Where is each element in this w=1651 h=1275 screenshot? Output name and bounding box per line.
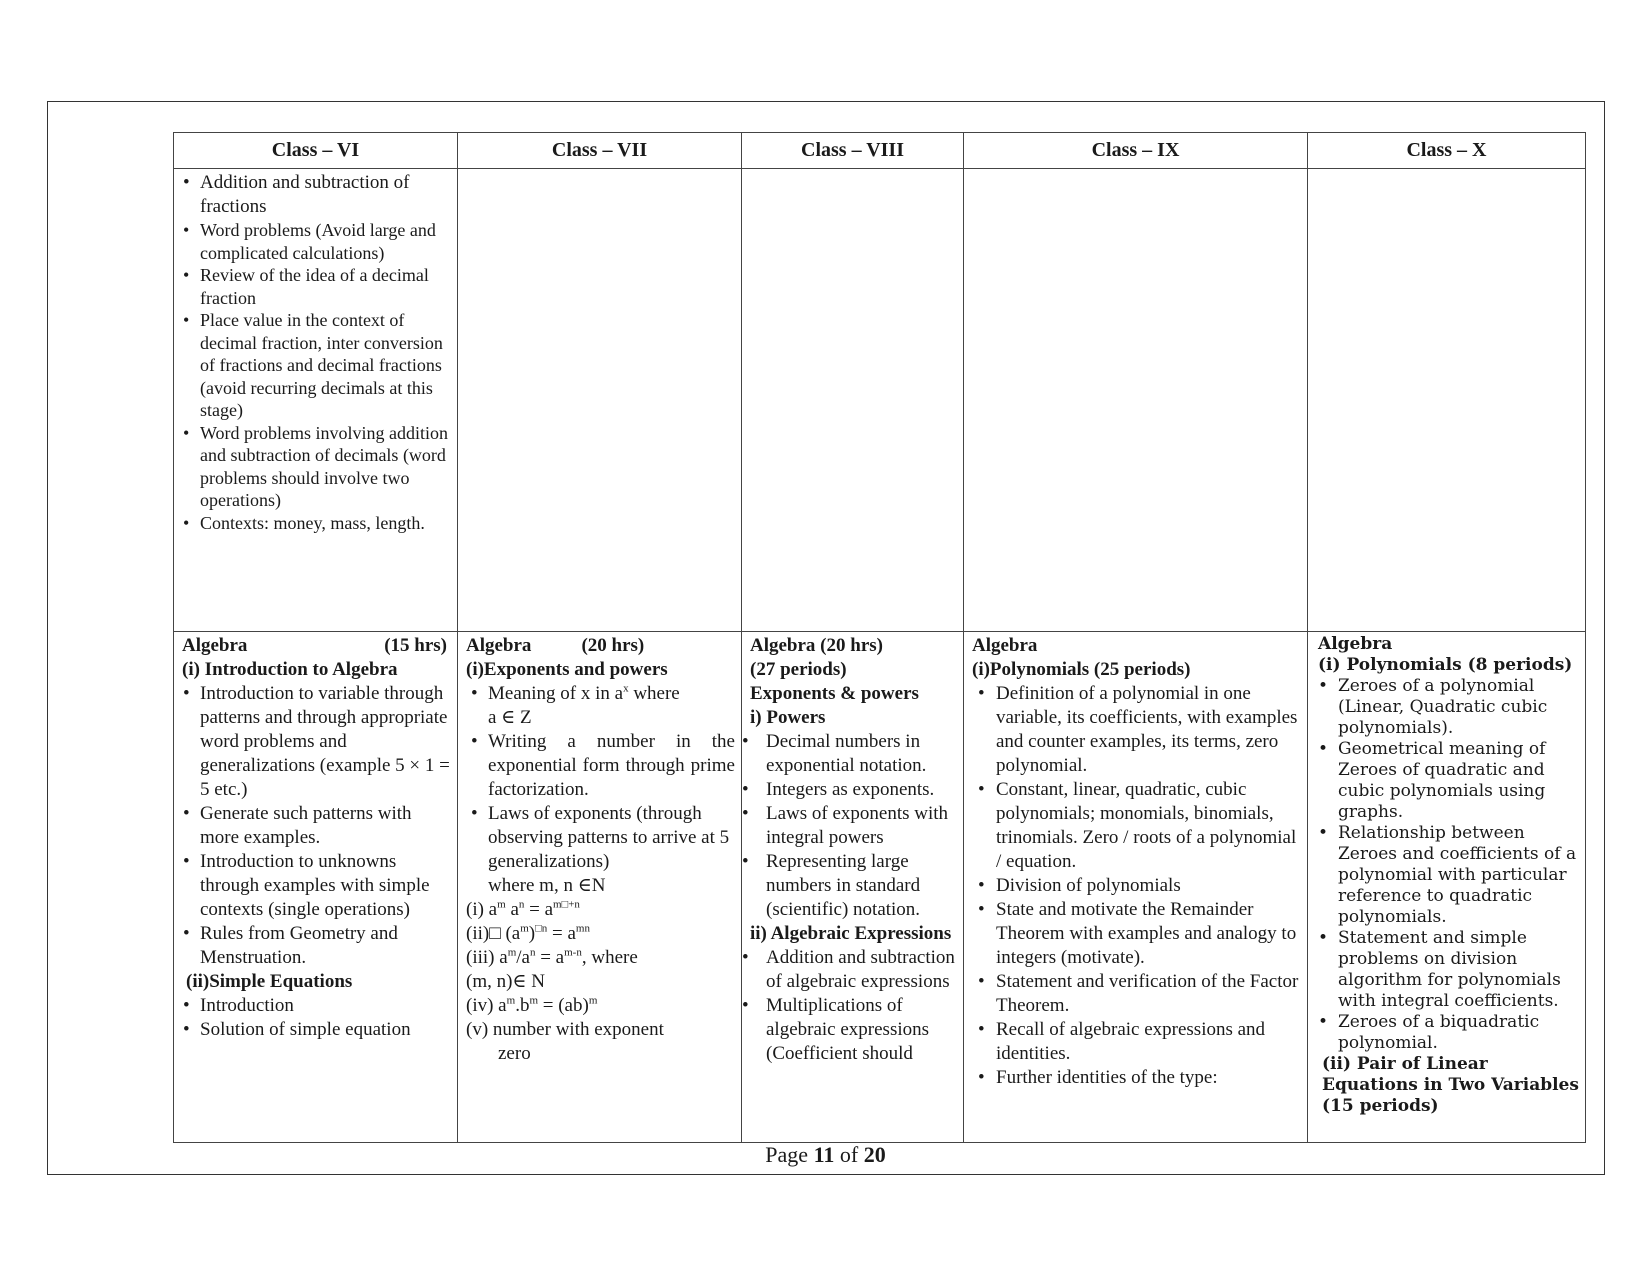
header-row xyxy=(174,133,1586,169)
section-heading: Algebra (20 hrs) xyxy=(750,635,883,656)
section-heading: Algebra xyxy=(972,635,1038,656)
cell-class-vi-fractions xyxy=(174,169,458,632)
subheading: (ii)Simple Equations xyxy=(186,971,353,992)
header-class-ix: Class – IX xyxy=(964,133,1308,169)
subheading: (27 periods) xyxy=(750,659,847,680)
header-class-vii: Class – VII xyxy=(458,133,742,169)
cell-class-viii-empty xyxy=(742,169,964,632)
cell-class-x-algebra xyxy=(1308,632,1586,1143)
subheading: (ii) Pair of Linear Equations in Two Variables (15 periods) xyxy=(1322,1054,1579,1116)
list-item: • Introduction to unknowns through examples with simple contexts (single operations) xyxy=(182,850,451,922)
list-item: • Further identities of the type: xyxy=(972,1066,1301,1090)
list-item: • Place value in the context of decimal fraction, inter conversion of fractions and decimal fractions (avoid recurring decimals at this stage) xyxy=(182,309,451,422)
cell-class-vi-algebra xyxy=(174,632,458,1143)
cell-class-vii-empty xyxy=(458,169,742,632)
exponent-law: zero xyxy=(498,1043,531,1064)
list-item: • State and motivate the Remainder Theorem with examples and analogy to integers (motivate). xyxy=(972,898,1301,970)
list-item: • Statement and verification of the Factor Theorem. xyxy=(972,970,1301,1018)
list-item: • Multiplications of algebraic expressions (Coefficient should xyxy=(750,994,957,1066)
header-class-vi: Class – VI xyxy=(174,133,458,169)
cell-class-viii-algebra xyxy=(742,632,964,1143)
subheading: (i)Exponents and powers xyxy=(466,659,668,680)
list xyxy=(182,682,451,970)
section-heading: Algebra xyxy=(1318,634,1393,654)
list-item: • Constant, linear, quadratic, cubic polynomials; monomials, binomials, trinomials. Zero / roots of a polynomial / equation. xyxy=(972,778,1301,874)
list-item: • Addition and subtraction of algebraic expressions xyxy=(750,946,957,994)
exponent-law: (iii) $a^m/a^n = a^{m-n}$, where xyxy=(466,946,638,968)
list-item: • Integers as exponents. xyxy=(750,778,957,802)
subheading: Exponents & powers xyxy=(750,683,919,704)
section-heading: Algebra (20 hrs) xyxy=(466,635,645,656)
list-item: • Introduction xyxy=(182,994,451,1018)
subheading: i) Powers xyxy=(750,707,826,728)
list xyxy=(182,994,451,1042)
table-row xyxy=(174,169,1586,632)
exponent-law: (iv) $a^m.b^m = (ab)^m$ xyxy=(466,994,598,1016)
cell-class-ix-empty xyxy=(964,169,1308,632)
list xyxy=(750,730,957,922)
list-item: • Division of polynomials xyxy=(972,874,1301,898)
list-item: • Geometrical meaning of Zeroes of quadratic and cubic polynomials using graphs. xyxy=(1318,739,1579,823)
exponent-law: (i) $a^m$ $a^n = a^{m□+n}$ xyxy=(466,898,580,920)
table-row xyxy=(174,632,1586,1143)
list-item: • Addition and subtraction of fractions xyxy=(182,171,451,219)
list-item: • Laws of exponents with integral powers xyxy=(750,802,957,850)
syllabus-table xyxy=(173,132,1586,1143)
cell-class-ix-algebra xyxy=(964,632,1308,1143)
exponent-law: (ii)□ $(a^m)^{□n} = a^{mn}$ xyxy=(466,922,590,944)
subheading: (i) Polynomials (8 periods) xyxy=(1318,655,1573,675)
cell-class-x-empty xyxy=(1308,169,1586,632)
list-item: • Relationship between Zeroes and coefficients of a polynomial with particular reference to quadratic polynomials. xyxy=(1318,823,1579,928)
list xyxy=(1318,676,1579,1054)
subheading: (i)Polynomials (25 periods) xyxy=(972,659,1191,680)
list-item: • Solution of simple equation xyxy=(182,1018,451,1042)
list-item: • Definition of a polynomial in one variable, its coefficients, with examples and counter examples, its terms, zero polynomial. xyxy=(972,682,1301,778)
list-item: • Meaning of x in $a^x$ where a ∈ Z xyxy=(470,682,735,730)
list xyxy=(466,682,735,874)
list-item: • Recall of algebraic expressions and identities. xyxy=(972,1018,1301,1066)
subheading: (i) Introduction to Algebra xyxy=(182,659,398,680)
list-item: • Statement and simple problems on division algorithm for polynomials with integral coefficients. xyxy=(1318,928,1579,1012)
list-item: • Zeroes of a polynomial (Linear, Quadratic cubic polynomials). xyxy=(1318,676,1579,739)
text: where m, n ∈N xyxy=(488,875,606,896)
page-number: Page 11 of 20 xyxy=(765,1142,886,1167)
list-item: • Word problems (Avoid large and complicated calculations) xyxy=(182,219,451,264)
exponent-law: (v) number with exponent xyxy=(466,1019,664,1040)
list-item: • Contexts: money, mass, length. xyxy=(182,512,451,535)
list-item: • Writing a number in the exponential form through prime factorization. xyxy=(470,730,735,802)
list-item: • Generate such patterns with more examples. xyxy=(182,802,451,850)
header-class-x: Class – X xyxy=(1308,133,1586,169)
list-item: • Laws of exponents (through observing patterns to arrive at 5 generalizations) xyxy=(470,802,735,874)
list-item: • Rules from Geometry and Menstruation. xyxy=(182,922,451,970)
list-item: • Review of the idea of a decimal fraction xyxy=(182,264,451,309)
subheading: ii) Algebraic Expressions xyxy=(750,923,952,944)
list-item: • Word problems involving addition and subtraction of decimals (word problems should involve two operations) xyxy=(182,422,451,512)
section-heading: Algebra (15 hrs) xyxy=(182,635,447,656)
fractions-list xyxy=(182,171,451,534)
cell-class-vii-algebra xyxy=(458,632,742,1143)
header-class-viii: Class – VIII xyxy=(742,133,964,169)
list-item: • Decimal numbers in exponential notation. xyxy=(750,730,957,778)
list xyxy=(750,946,957,1066)
list-item: • Representing large numbers in standard (scientific) notation. xyxy=(750,850,957,922)
list-item: • Zeroes of a biquadratic polynomial. xyxy=(1318,1012,1579,1054)
list-item: • Introduction to variable through patterns and through appropriate word problems and generalizations (example 5 × 1 = 5 etc.) xyxy=(182,682,451,802)
exponent-law: (m, n)∈ N xyxy=(466,971,545,992)
list xyxy=(972,682,1301,1090)
